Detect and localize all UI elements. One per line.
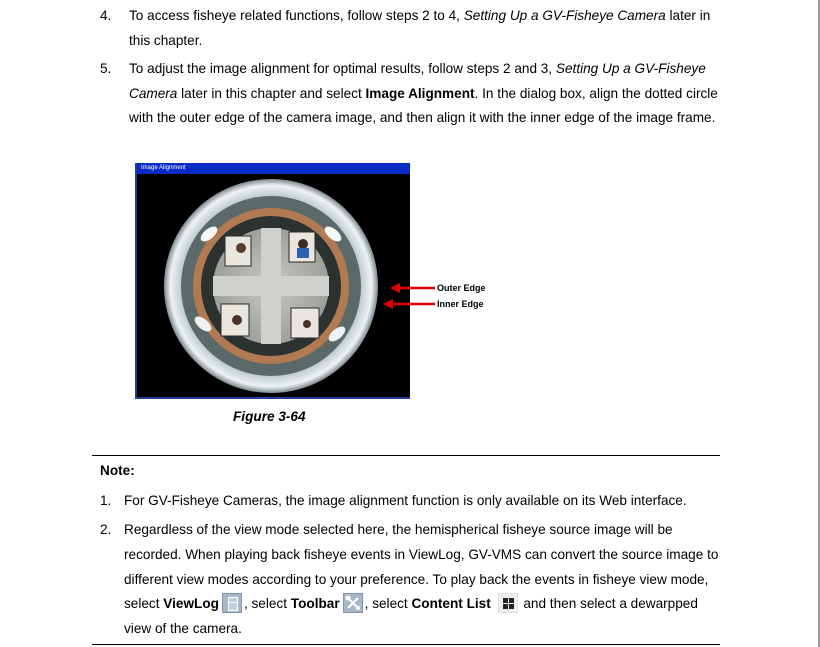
note-number: 1. — [100, 493, 112, 508]
fisheye-image — [137, 174, 410, 397]
note-top-rule — [92, 455, 720, 456]
inner-edge-label: Inner Edge — [437, 299, 484, 309]
note-text: Regardless of the view mode selected here, the hemispherical fisheye source image will be recorded. When playing back fisheye events in ViewLog, GV-VMS can convert the source image to different view modes according to your preference. To play back the events in fisheye view mode, select ViewLog , select Toolbar , select Content List and then select a dewarpped view of the camera. — [124, 522, 719, 637]
toolbar-label: Toolbar — [290, 596, 340, 612]
viewlog-label: ViewLog — [163, 596, 219, 612]
note-title: Note: — [100, 463, 135, 478]
inner-edge-arrowhead — [383, 299, 393, 309]
menu-option: Image Alignment — [365, 85, 475, 101]
callout-arrows — [380, 281, 436, 311]
outer-edge-arrowhead — [390, 283, 400, 293]
figure-caption: Figure 3-64 — [233, 409, 306, 424]
window-titlebar: Image Alignment — [137, 163, 410, 174]
content-list-icon — [498, 593, 518, 613]
step-reference: Setting Up a GV-Fisheye Camera — [129, 61, 706, 101]
note-number: 2. — [100, 522, 112, 537]
viewlog-icon — [222, 593, 242, 613]
step-number: 4. — [100, 8, 112, 23]
note-bottom-rule — [92, 644, 720, 645]
step-text: To adjust the image alignment for optimal results, follow steps 2 and 3, Setting Up a GV-Fisheye Camera later in this chapter and select Image Alignment. In the dialog box, align the dotted circle with the outer edge of the camera image, and then align it with the inner edge of the image frame. — [129, 61, 718, 125]
image-alignment-window — [135, 163, 410, 399]
step-text: To access fisheye related functions, follow steps 2 to 4, Setting Up a GV-Fisheye Camera later in this chapter. — [129, 8, 711, 48]
content-list-label: Content List — [411, 596, 491, 612]
toolbar-icon — [343, 593, 363, 613]
outer-edge-label: Outer Edge — [437, 283, 486, 293]
step-reference: Setting Up a GV-Fisheye Camera — [463, 8, 666, 23]
note-text: For GV-Fisheye Cameras, the image alignment function is only available on its Web interface. — [124, 493, 687, 508]
step-number: 5. — [100, 61, 112, 76]
